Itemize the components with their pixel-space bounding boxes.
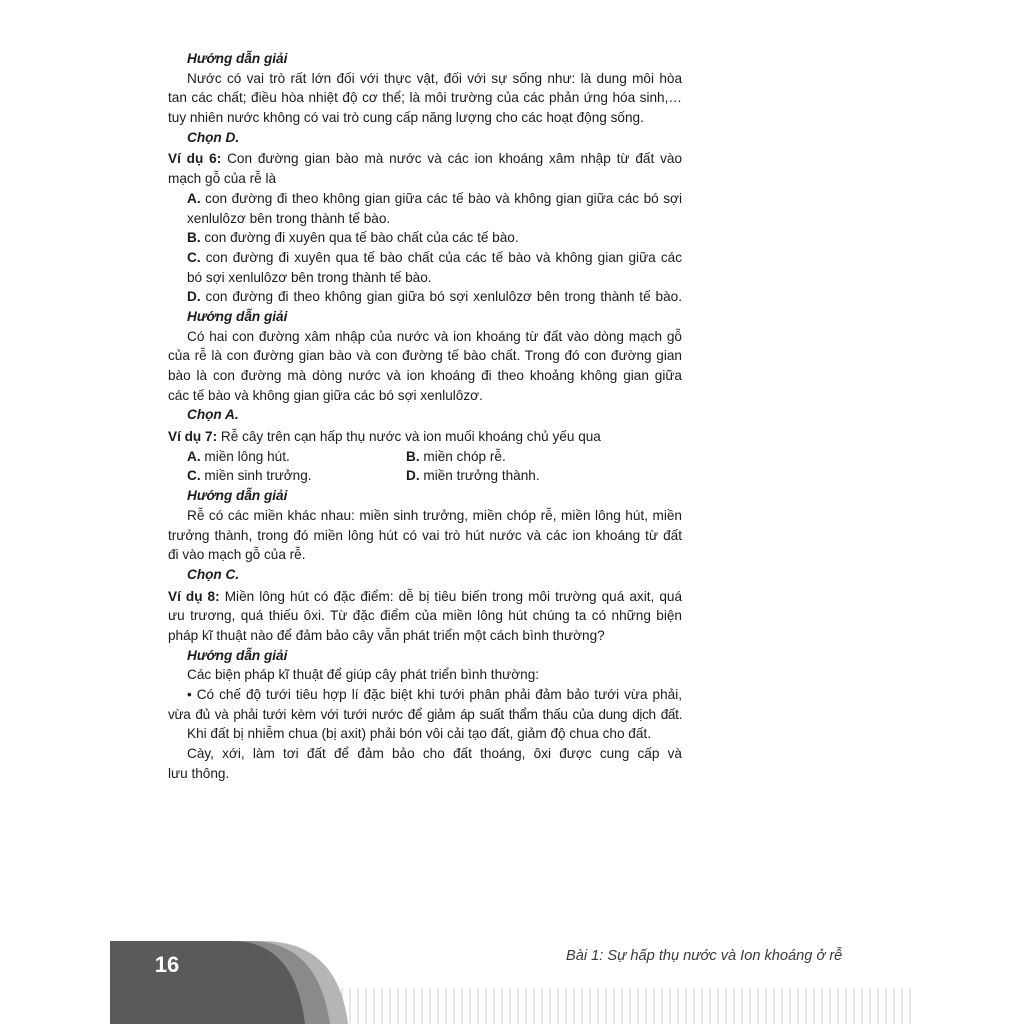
- ex7-answer: Chọn C.: [187, 566, 240, 582]
- ex6-question-line-2: mạch gỗ của rễ là: [168, 171, 277, 187]
- ex8-tillage-line-2: lưu thông.: [168, 765, 230, 781]
- ex6-option-c-key: C.: [187, 249, 201, 265]
- footer-rule-lines: [318, 988, 910, 1024]
- ex8-tillage-line-1: Cày, xới, làm tơi đất để đảm bảo cho đất thoáng, ôxi được cung cấp và: [187, 746, 682, 762]
- ex6-option-b-text: con đường đi xuyên qua tế bào chất của các tế bào.: [204, 230, 519, 246]
- ex5-guide-line-1: Nước có vai trò rất lớn đối với thực vật, đối với sự sống như: là dung môi hòa: [187, 70, 682, 86]
- ex8-question-line-3: pháp kĩ thuật nào để đảm bảo cây vẫn phát triển một cách bình thường?: [168, 627, 605, 643]
- ex7-option-c-key: C.: [187, 468, 201, 484]
- ex7-question-text: Rễ cây trên cạn hấp thụ nước và ion muối khoáng chủ yếu qua: [220, 429, 601, 445]
- ex6-option-c-line-2: bó sợi xenlulôzơ bên trong thành tế bào.: [187, 269, 432, 285]
- ex7-option-b-key: B.: [406, 448, 420, 464]
- ex5-answer: Chọn D.: [187, 129, 240, 145]
- ex7-option-d-key: D.: [406, 468, 420, 484]
- ex6-guide-line-1: Có hai con đường xâm nhập của nước và ion khoáng từ đất vào dòng mạch gỗ: [187, 328, 682, 344]
- ex8-label: Ví dụ 8:: [168, 588, 220, 604]
- ex7-option-a-key: A.: [187, 448, 201, 464]
- ex6-label: Ví dụ 6:: [168, 151, 222, 167]
- ex8-guide-heading: Hướng dẫn giải: [187, 647, 288, 663]
- ex6-option-c-text-1: con đường đi xuyên qua tế bào chất của các tế bào và không gian giữa các: [205, 249, 682, 265]
- ex7-option-c-text: miền sinh trưởng.: [204, 468, 312, 484]
- ex6-option-a-key: A.: [187, 190, 201, 206]
- ex7-guide-heading: Hướng dẫn giải: [187, 488, 288, 504]
- ex6-question-text-1: Con đường gian bào mà nước và các ion khoáng xâm nhập từ đất vào: [227, 151, 682, 167]
- ex8-acid-soil: Khi đất bị nhiễm chua (bị axit) phải bón vôi cải tạo đất, giảm độ chua cho đất.: [187, 726, 651, 742]
- ex8-bullet-line-2: vừa đủ và phải tưới kèm với tưới nước để giảm áp suất thẩm thấu của dung dịch đất.: [168, 706, 682, 722]
- ex6-answer: Chọn A.: [187, 407, 239, 423]
- page-number: 16: [154, 952, 180, 977]
- ex7-guide-line-1: Rễ có các miền khác nhau: miền sinh trưởng, miền chóp rễ, miền lông hút, miền: [187, 507, 682, 523]
- ex5-guide-line-3: tuy nhiên nước không có vai trò cung cấp năng lượng cho các hoạt động sống.: [168, 110, 644, 126]
- ex5-guide-line-2: tan các chất; điều hòa nhiệt độ cơ thể; là môi trường của các phản ứng hóa sinh,…: [168, 90, 682, 106]
- ex6-option-a-text-1: con đường đi theo không gian giữa các tế bào và không gian giữa các bó sợi: [205, 190, 682, 206]
- ex7-guide-line-2: trưởng thành, trong đó miền lông hút có vai trò hút nước và các ion khoáng từ đất: [168, 527, 682, 543]
- ex5-guide-heading: Hướng dẫn giải: [187, 51, 288, 66]
- chapter-title: Bài 1: Sự hấp thụ nước và Ion khoáng ở rễ: [566, 948, 843, 964]
- ex6-option-a-line-2: xenlulôzơ bên trong thành tế bào.: [187, 210, 391, 226]
- ex6-guide-line-3: bào là con đường mà dòng nước và ion khoáng đi theo khoảng không gian giữa: [168, 368, 682, 383]
- ex7-guide-line-3: đi vào mạch gỗ của rễ.: [168, 547, 306, 563]
- ex7-option-b-text: miền chóp rễ.: [423, 448, 506, 464]
- ex8-guide-intro: Các biện pháp kĩ thuật để giúp cây phát triển bình thường:: [187, 667, 540, 683]
- ex8-question-line-2: ưu trương, quá thiếu ôxi. Từ đặc điểm của miền lông hút chúng ta có những biện: [168, 608, 682, 624]
- ex6-option-d-key: D.: [187, 289, 201, 305]
- ex6-option-d-text: con đường đi theo không gian giữa bó sợi xenlulôzơ bên trong thành tế bào.: [205, 289, 683, 305]
- ex7-label: Ví dụ 7:: [168, 429, 218, 445]
- ex6-guide-line-4: các tế bào và không gian giữa các bó sợi xenlulôzơ.: [168, 387, 483, 403]
- ex8-bullet-line-1: • Có chế độ tưới tiêu hợp lí đặc biệt khi tưới phân phải đảm bảo tưới vừa phải,: [187, 687, 682, 702]
- ex7-option-d-text: miền trưởng thành.: [423, 468, 540, 484]
- ex6-option-b-key: B.: [187, 230, 201, 246]
- ex6-guide-line-2: của rễ là con đường gian bào và con đường tế bào chất. Trong đó con đường gian: [168, 348, 682, 364]
- ex6-guide-heading: Hướng dẫn giải: [187, 308, 288, 324]
- ex8-question-text-1: Miền lông hút có đặc điểm: dễ bị tiêu biến trong môi trường quá axit, quá: [224, 588, 683, 604]
- ex7-option-a-text: miền lông hút.: [204, 448, 290, 464]
